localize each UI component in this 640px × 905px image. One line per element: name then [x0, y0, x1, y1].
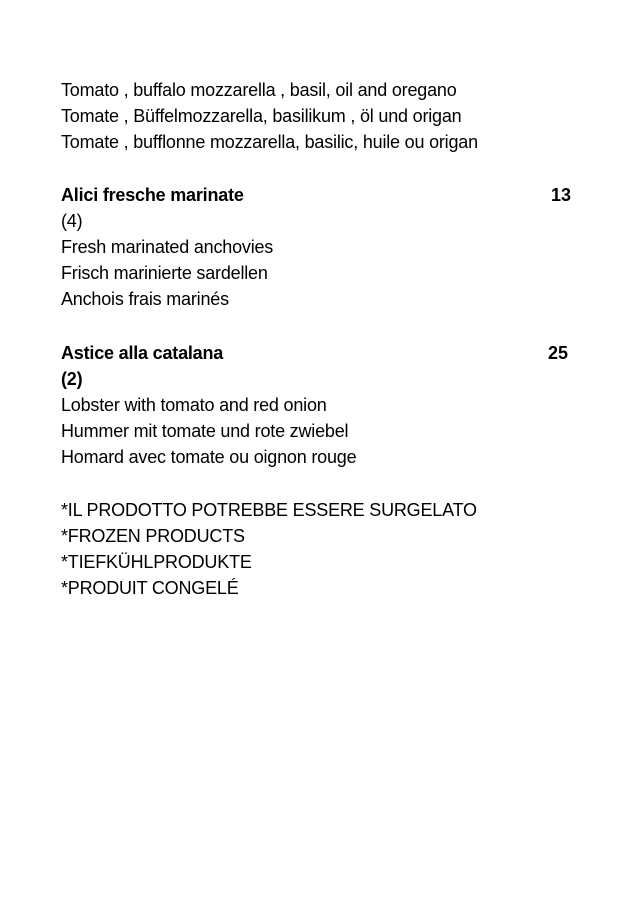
intro-line-fr: Tomate , bufflonne mozzarella, basilic, huile ou origan — [61, 132, 478, 152]
item-allergen-alici: (4) — [61, 211, 83, 231]
item-allergen-astice: (2) — [61, 369, 83, 389]
note-en: *FROZEN PRODUCTS — [61, 526, 245, 546]
item-desc-fr-astice: Homard avec tomate ou oignon rouge — [61, 447, 357, 467]
intro-line-de: Tomate , Büffelmozzarella, basilikum , öl und origan — [61, 106, 462, 126]
note-it: *IL PRODOTTO POTREBBE ESSERE SURGELATO — [61, 500, 477, 520]
note-fr: *PRODUIT CONGELÉ — [61, 578, 239, 598]
item-price-astice: 25 — [548, 343, 569, 363]
item-desc-en-alici: Fresh marinated anchovies — [61, 237, 274, 257]
item-desc-fr-alici: Anchois frais marinés — [61, 289, 229, 309]
item-desc-en-astice: Lobster with tomato and red onion — [61, 395, 327, 415]
item-name-alici: Alici fresche marinate — [61, 185, 244, 205]
note-de: *TIEFKÜHLPRODUKTE — [61, 552, 252, 572]
intro-line-en: Tomato , buffalo mozzarella , basil, oil and oregano — [61, 80, 457, 100]
item-price-alici: 13 — [551, 185, 572, 205]
item-name-astice: Astice alla catalana — [61, 343, 224, 363]
item-desc-de-astice: Hummer mit tomate und rote zwiebel — [61, 421, 349, 441]
item-desc-de-alici: Frisch marinierte sardellen — [61, 263, 268, 283]
